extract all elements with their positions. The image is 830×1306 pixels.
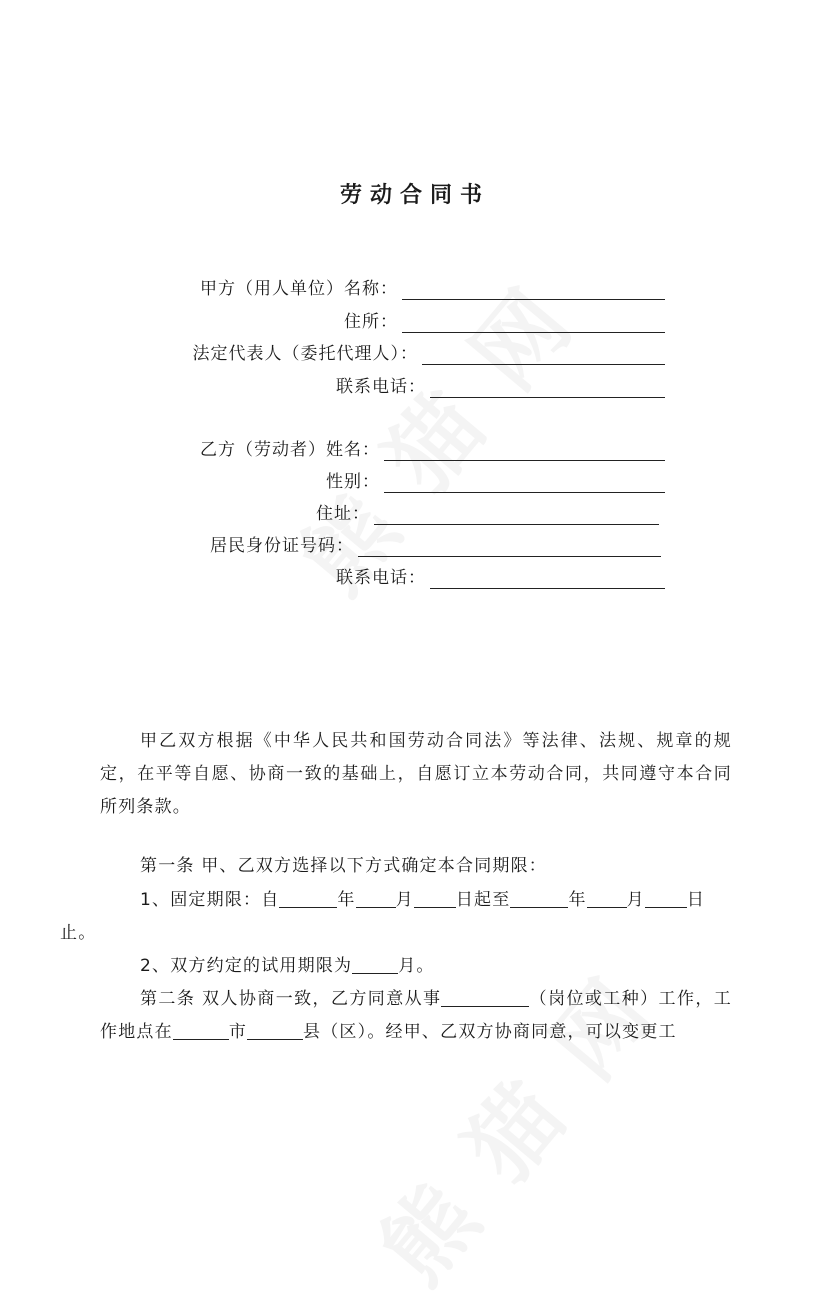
- party-b-name-field[interactable]: [200, 433, 665, 461]
- party-b-gender-field[interactable]: [326, 465, 665, 493]
- end-year-blank[interactable]: [510, 887, 568, 908]
- party-a-name-field[interactable]: [200, 272, 665, 300]
- intro-paragraph: 甲乙双方根据《中华人民共和国劳动合同法》等法律、法规、规章的规定，在平等自愿、协商一致的基础上，自愿订立本劳动合同，共同遵守本合同所列条款。: [100, 731, 732, 817]
- article-1-fixed-term: [60, 884, 732, 950]
- county-blank[interactable]: [247, 1019, 303, 1040]
- party-b-id-line: [358, 556, 661, 557]
- party-a-phone-line: [430, 397, 665, 398]
- party-b-id-label: 居民身份证号码：: [210, 536, 354, 556]
- start-year-blank[interactable]: [279, 887, 337, 908]
- fixed-term-prefix: 1、固定期限：自: [140, 890, 280, 910]
- month-label-2: 月: [626, 890, 645, 910]
- probation-prefix: 2、双方约定的试用期限为: [140, 956, 353, 976]
- document-title: 劳动合同书: [339, 182, 490, 208]
- article-1-probation: [100, 950, 732, 983]
- party-b-gender-label: 性别：: [326, 472, 380, 492]
- party-b-address-field[interactable]: [316, 497, 659, 525]
- party-b-phone-label: 联系电话：: [336, 568, 426, 588]
- party-a-phone-field[interactable]: [336, 370, 665, 398]
- start-day-blank[interactable]: [414, 887, 456, 908]
- day-from-label: 日起至: [455, 890, 511, 910]
- party-a-name-label: 甲方（用人单位）名称：: [200, 279, 398, 299]
- job-blank[interactable]: [441, 986, 529, 1007]
- party-a-rep-field[interactable]: [192, 337, 665, 365]
- fixed-term-end: 止。: [60, 923, 97, 943]
- city-blank[interactable]: [173, 1019, 229, 1040]
- probation-months-blank[interactable]: [352, 953, 398, 974]
- party-a-address-label: 住所：: [344, 312, 398, 332]
- party-a-name-line: [402, 299, 665, 300]
- party-a-address-field[interactable]: [344, 305, 665, 333]
- month-label: 月: [395, 890, 414, 910]
- year-label-2: 年: [568, 890, 587, 910]
- article-2: [100, 983, 732, 1049]
- city-label: 市: [228, 1022, 248, 1042]
- start-month-blank[interactable]: [356, 887, 396, 908]
- party-b-address-label: 住址：: [316, 504, 370, 524]
- article-2-prefix: 第二条 双人协商一致，乙方同意从事: [140, 989, 442, 1009]
- party-b-phone-line: [430, 588, 665, 589]
- party-b-name-label: 乙方（劳动者）姓名：: [200, 440, 380, 460]
- year-label: 年: [337, 890, 356, 910]
- party-a-rep-label: 法定代表人（委托代理人）：: [192, 344, 418, 364]
- party-b-address-line: [374, 524, 659, 525]
- end-month-blank[interactable]: [587, 887, 627, 908]
- day-label: 日: [686, 890, 706, 910]
- party-a-address-line: [402, 332, 665, 333]
- article-2-county: 县（区）。经甲、乙双方协商同意，可以变更工: [303, 1022, 677, 1042]
- party-b-id-field[interactable]: [210, 529, 661, 557]
- party-b-phone-field[interactable]: [336, 561, 665, 589]
- end-day-blank[interactable]: [645, 887, 687, 908]
- party-b-name-line: [384, 460, 665, 461]
- probation-suffix: 月。: [398, 956, 435, 976]
- party-a-phone-label: 联系电话：: [336, 377, 426, 397]
- party-b-gender-line: [384, 492, 665, 493]
- article-1-heading: 第一条 甲、乙双方选择以下方式确定本合同期限：: [140, 856, 548, 876]
- party-a-rep-line: [422, 364, 665, 365]
- article-2-job-suffix: （岗位或工种）工作，工作地点在: [100, 989, 732, 1042]
